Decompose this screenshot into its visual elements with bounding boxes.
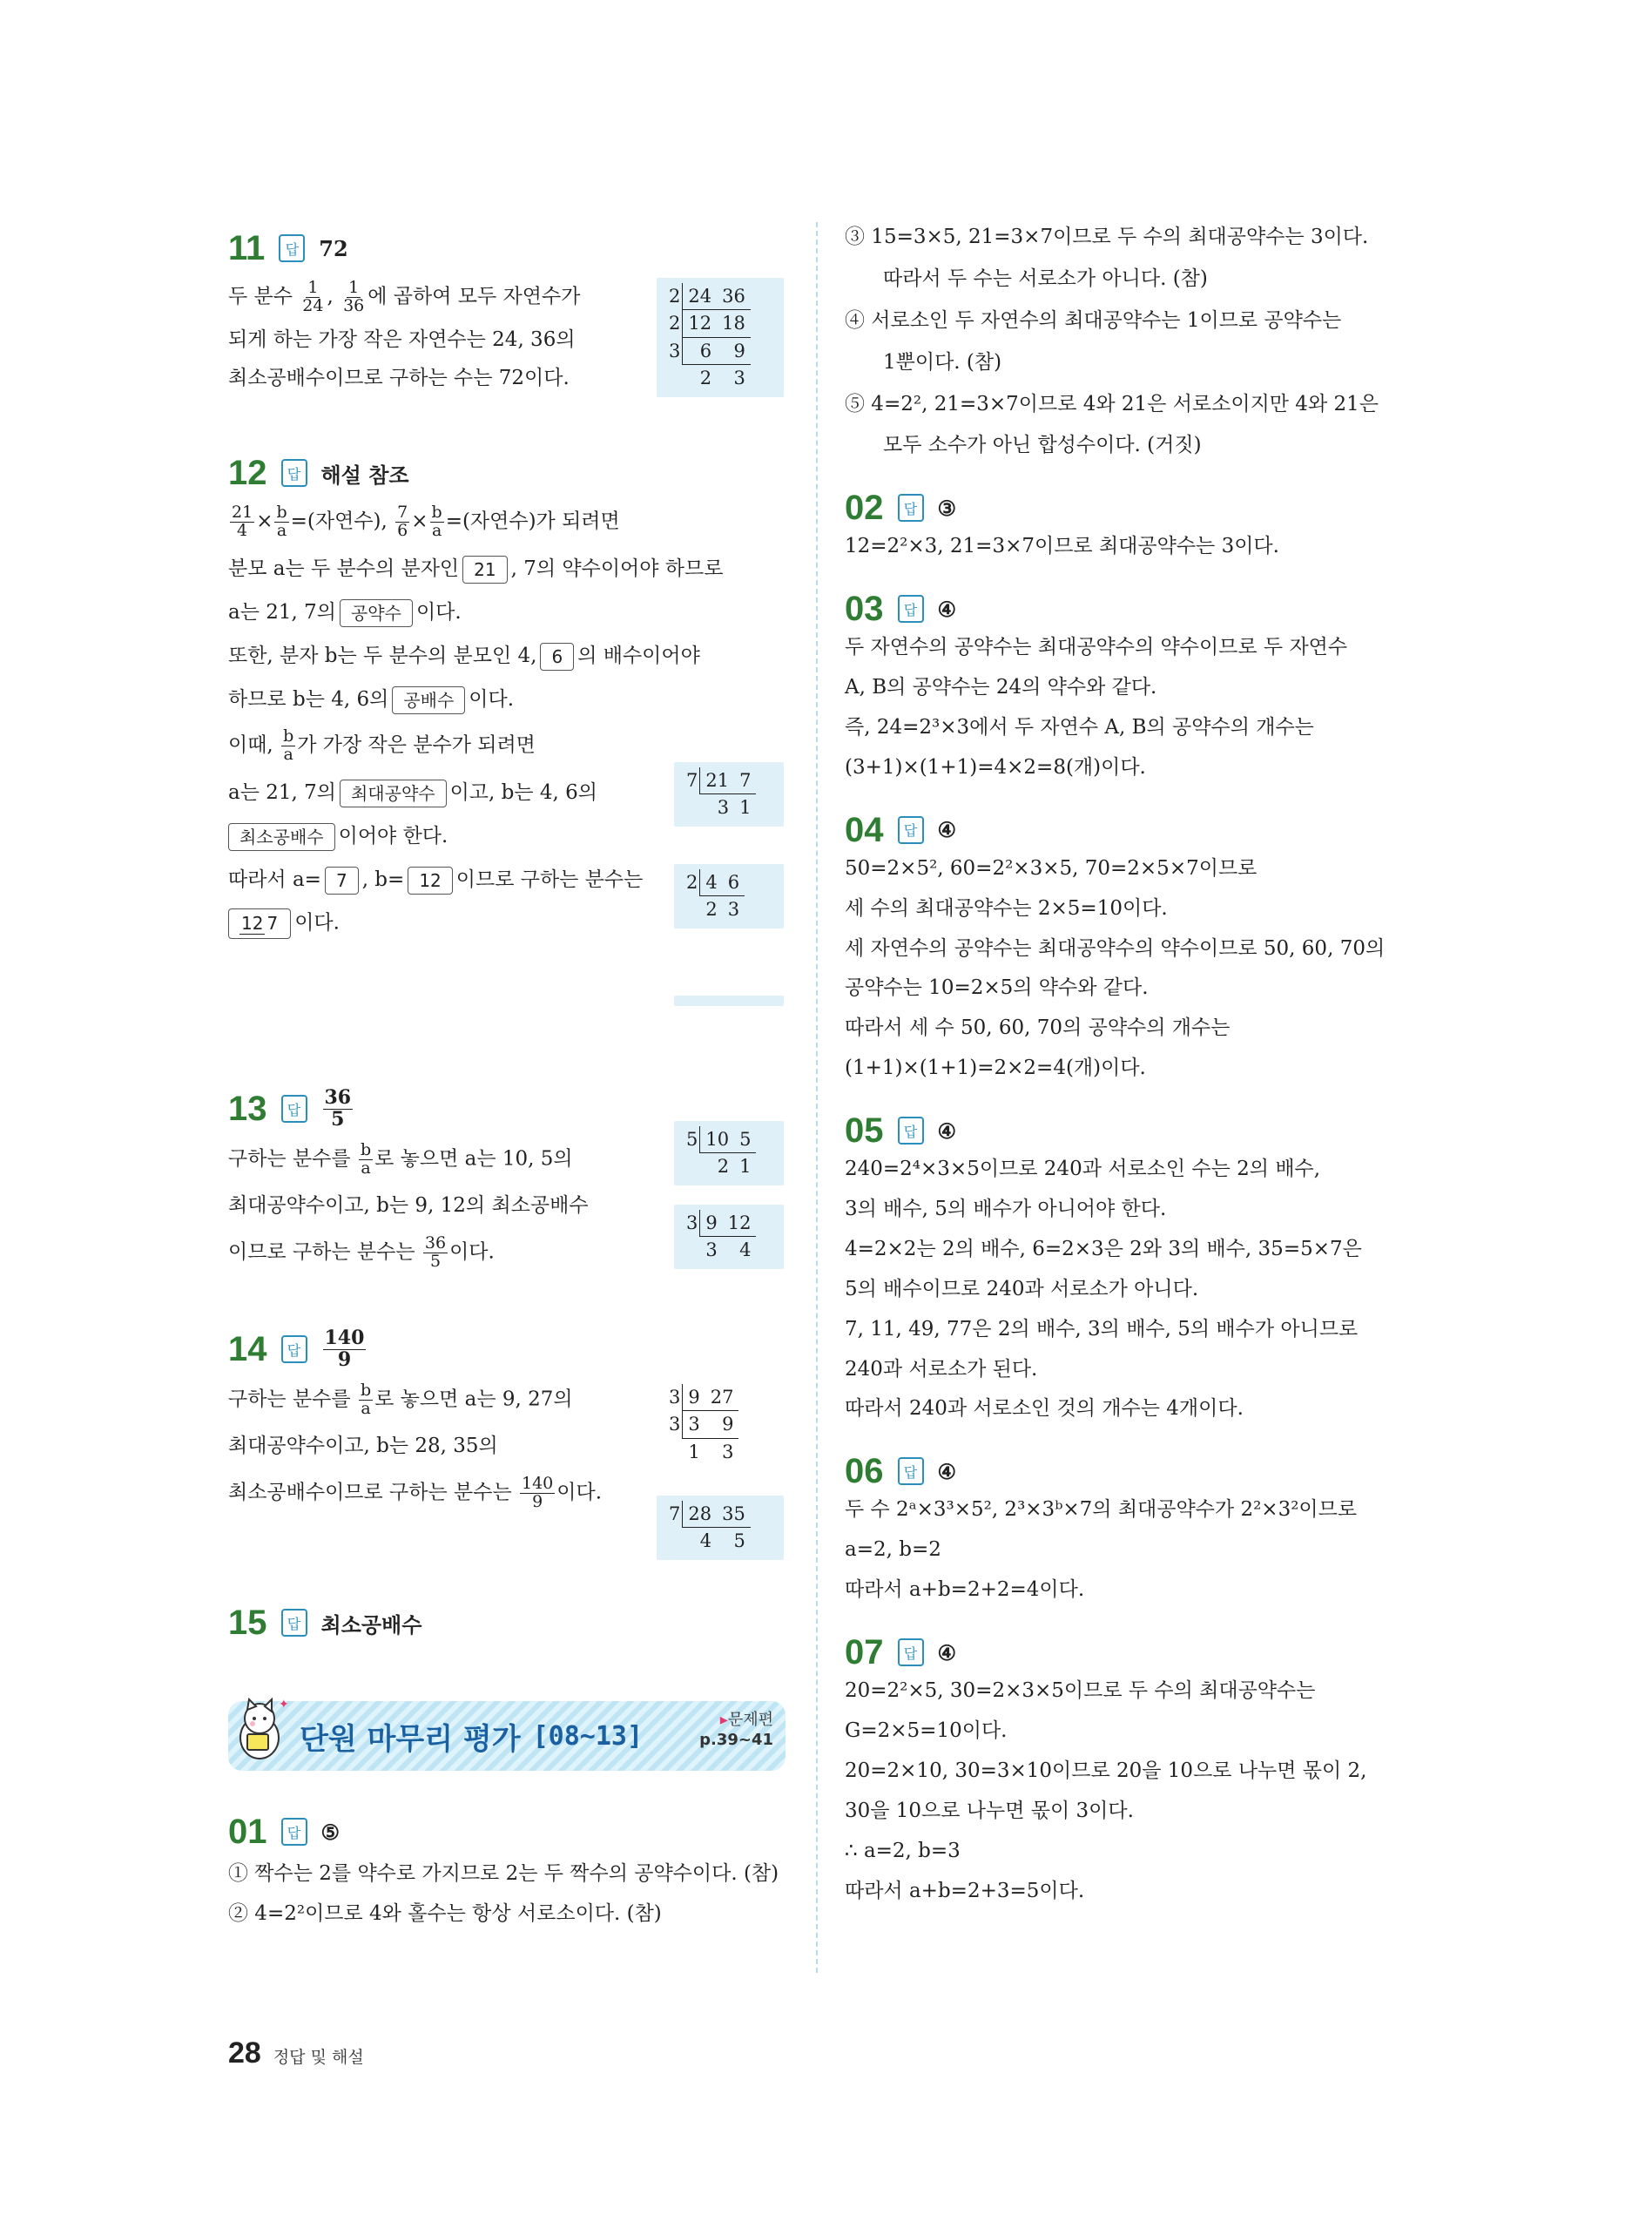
problem-number: 06 [845, 1452, 884, 1491]
answer: ④ [937, 596, 957, 622]
division-ladder: 7 28 35 4 5 [657, 1496, 784, 1560]
unit-problem-02: 02 답 ③ 12=2²×3, 21=3×7이므로 최대공약수는 3이다. [845, 489, 1279, 558]
problem-number: 15 [228, 1604, 267, 1642]
answer: 72 [319, 235, 348, 261]
unit-problem-07: 07 답 ④ 20=2²×5, 30=2×3×5이므로 두 수의 최대공약수는 G=2×5=10이다. 20=2×10, 30=3×10이므로 20을 10으로 나누면 몫이 2, 30을 10으로 나누면 몫이 3이다. ∴ a=2, b=3 따라서 a+b=2+3=5이다. [845, 1633, 1367, 1902]
unit-problem-04: 04 답 ④ 50=2×5², 60=2²×3×5, 70=2×5×7이므로 세 수의 최대공약수는 2×5=10이다. 세 자연수의 공약수는 최대공약수의 약수이므로 50, 60, 70의 공약수는 10=2×5의 약수와 같다. 따라서 세 수 50, 60, 70의 공약수의 개수는 (1+1)×(1+1)=2×2=4(개)이다. [845, 810, 1386, 1080]
unit-problem-01: 01 답 ⑤ ① 짝수는 2를 약수로 가지므로 2는 두 짝수의 공약수이다. (참) ② 4=2²이므로 4와 홀수는 항상 서로소이다. (참) [228, 1813, 779, 1925]
answer-badge: 답 [281, 459, 307, 487]
problem-number: 07 [845, 1633, 884, 1672]
blank-answer-box: 공배수 [392, 686, 465, 714]
blank-answer-box: 21 [462, 556, 507, 584]
problem-number: 03 [845, 590, 884, 629]
answer-badge: 답 [281, 1609, 307, 1637]
problem-number: 13 [228, 1090, 267, 1128]
fraction: $\frac{b}{a}$ [360, 1140, 372, 1178]
problem-number: 01 [228, 1813, 267, 1851]
answer-badge: 답 [281, 1335, 307, 1363]
problem-14: 14 답 $\frac{140}{9}$ 구하는 분수를 $\frac{b}{a}$ 로 놓으면 a는 9, 27의 최대공약수이고, b는 28, 35의 최소공배수이므로 구하는 분수는 $\frac{140}{9}$ 이다. 3 9 27 3 3 9 1 3 7 28 35 4 5 [228, 1323, 786, 1584]
unit-problem-06: 06 답 ④ 두 수 2ᵃ×3³×5², 2³×3ᵇ×7의 최대공약수가 2²×3²이므로 a=2, b=2 따라서 a+b=2+2=4이다. [845, 1452, 1358, 1602]
answer: ④ [937, 1639, 957, 1665]
answer-badge: 답 [898, 494, 924, 522]
blank-answer-box: 12 [408, 867, 452, 895]
problem-number: 11 [228, 229, 266, 267]
division-ladder: 2 24 36 2 12 18 3 6 9 2 3 [657, 278, 784, 397]
answer-badge: 답 [898, 595, 924, 623]
banner-range: [08~13] [532, 1720, 644, 1752]
unit-problem-01-continued: ③ 15=3×5, 21=3×7이므로 두 수의 최대공약수는 3이다. 따라서 두 수는 서로소가 아니다. (참) ④ 서로소인 두 자연수의 최대공약수는 1이므로 공약수는 1뿐이다. (참) ⑤ 4=2², 21=3×7이므로 4와 21은 서로소이지만 4와 21은 모두 소수가 아닌 합성수이다. (거짓) [845, 226, 1379, 457]
fraction: $\frac{b}{a}$ [283, 726, 294, 764]
unit-review-banner [228, 1698, 786, 1771]
blank-answer-box: 최대공약수 [340, 780, 447, 807]
page-footer [228, 2036, 364, 2070]
fraction: $\frac{36}{5}$ [424, 1232, 447, 1271]
answer-badge: 답 [898, 1117, 924, 1145]
blank-answer-box: 최소공배수 [228, 823, 335, 851]
answer: ④ [937, 1458, 957, 1484]
answer-badge: 답 [279, 234, 305, 262]
fraction: $\frac{7}{6}$ [397, 503, 408, 540]
fraction: $\frac{21}{4}$ [232, 503, 253, 540]
answer-badge: 답 [281, 1095, 307, 1123]
problem-book-reference: ▸문제편 p.39~41 [699, 1711, 773, 1750]
answer-badge: 답 [281, 1818, 307, 1846]
problem-number: 04 [845, 810, 884, 849]
division-ladder [674, 996, 784, 1006]
answer-badge: 답 [898, 1638, 924, 1666]
page-number: 28 [228, 2036, 261, 2070]
division-ladder: 3 9 27 3 3 9 1 3 [657, 1379, 784, 1470]
blank-answer-box: 6 [540, 643, 574, 671]
footer-title: 정답 및 해설 [273, 2048, 364, 2067]
answer: $\frac{36}{5}$ [324, 1086, 352, 1131]
division-ladder: 3 9 12 3 4 [674, 1205, 784, 1269]
problem-number: 12 [228, 454, 267, 492]
blank-answer-box: 12 7 [228, 908, 291, 939]
unit-problem-03: 03 답 ④ 두 자연수의 공약수는 최대공약수의 약수이므로 두 자연수 A, B의 공약수는 24의 약수와 같다. 즉, 24=2³×3에서 두 자연수 A, B의 공약수의 개수는 (3+1)×(1+1)=4×2=8(개)이다. [845, 590, 1348, 779]
svg-text:✦: ✦ [279, 1698, 289, 1712]
problem-number: 14 [228, 1330, 267, 1368]
cat-mascot-icon [233, 1698, 289, 1762]
problem-number: 02 [845, 489, 884, 528]
fraction: $\frac{1}{36}$ [343, 278, 365, 315]
answer: 해설 참조 [320, 463, 409, 488]
division-ladder: 7 21 7 3 1 [674, 762, 784, 827]
answer: $\frac{140}{9}$ [324, 1327, 365, 1371]
right-column [845, 225, 1419, 1904]
answer: ④ [937, 817, 957, 843]
unit-problem-05: 05 답 ④ 240=2⁴×3×5이므로 240과 서로소인 수는 2의 배수, 3의 배수, 5의 배수가 아니어야 한다. 4=2×2는 2의 배수, 6=2×3은 2와 3의 배수, 35=5×7은 5의 배수이므로 240과 서로소가 아니다. 7, 11, 49, 77은 2의 배수, 3의 배수, 5의 배수가 아니므로 240과 서로소가 된다. 따라서 240과 서로소인 것의 개수는 4개이다. [845, 1111, 1362, 1421]
answer-badge: 답 [898, 816, 924, 844]
problem-12: 12 답 해설 참조 $\frac{21}{4}$ × $\frac{b}{a}$ =(자연수), $\frac{7}{6}$ × $\frac{b}{a}$ =(자연수)가 되려면 분모 a는 두 분수의 분자인 21 , 7의 약수이어야 하므로 a는 21, 7의 공약수 이다. 또한, 분자 b는 두 분수의 분모인 4, 6 의 배수이어야 하므로 b는 4, 6의 공배수 이다. 이때, $\frac{b}{a}$ 가 가장 작은 분수가 되려면 a는 21, 7의 최대공약수 이고, b는 4, 6의 최소공배수 이어야 한다. 따라서 a= 7 , b= 12 이므로 구하는 분수는 12 7 이다. [228, 447, 786, 1065]
answer: ⑤ [320, 1819, 341, 1845]
problem-11: 11 답 72 두 분수 $\frac{1}{24}$ , $\frac{1}{36}$ 에 곱하여 모두 자연수가 되게 하는 가장 작은 자연수는 24, 36의 최소공배수이므로 구하는 수는 72이다. 2 24 36 2 12 18 3 6 9 2 3 [228, 222, 786, 422]
banner-title: 단원 마무리 평가 [300, 1721, 521, 1757]
fraction: $\frac{b}{a}$ [360, 1381, 372, 1418]
problem-15 [228, 1597, 786, 1649]
problem-number: 05 [845, 1111, 884, 1151]
problem-13: 13 답 $\frac{36}{5}$ 구하는 분수를 $\frac{b}{a}$ 로 놓으면 a는 10, 5의 최대공약수이고, b는 9, 12의 최소공배수 이므로 구하는 분수는 $\frac{36}{5}$ 이다. 5 10 5 2 1 3 9 12 3 4 [228, 1083, 786, 1309]
column-divider [816, 222, 818, 1973]
blank-answer-box: 7 [325, 867, 359, 895]
division-ladder: 5 10 5 2 1 [674, 1121, 784, 1185]
division-ladder: 2 4 6 2 3 [674, 864, 784, 929]
answer: ③ [937, 495, 957, 521]
fraction: $\frac{b}{a}$ [431, 503, 442, 540]
blank-answer-box: 공약수 [340, 599, 413, 627]
fraction: $\frac{140}{9}$ [522, 1473, 554, 1511]
left-column [228, 222, 786, 1928]
answer: 최소공배수 [320, 1612, 422, 1638]
fraction: $\frac{1}{24}$ [302, 278, 324, 315]
answer: ④ [937, 1118, 957, 1144]
fraction: $\frac{b}{a}$ [276, 503, 287, 540]
answer-badge: 답 [898, 1457, 924, 1485]
triangle-icon: ▸ [719, 1711, 728, 1729]
